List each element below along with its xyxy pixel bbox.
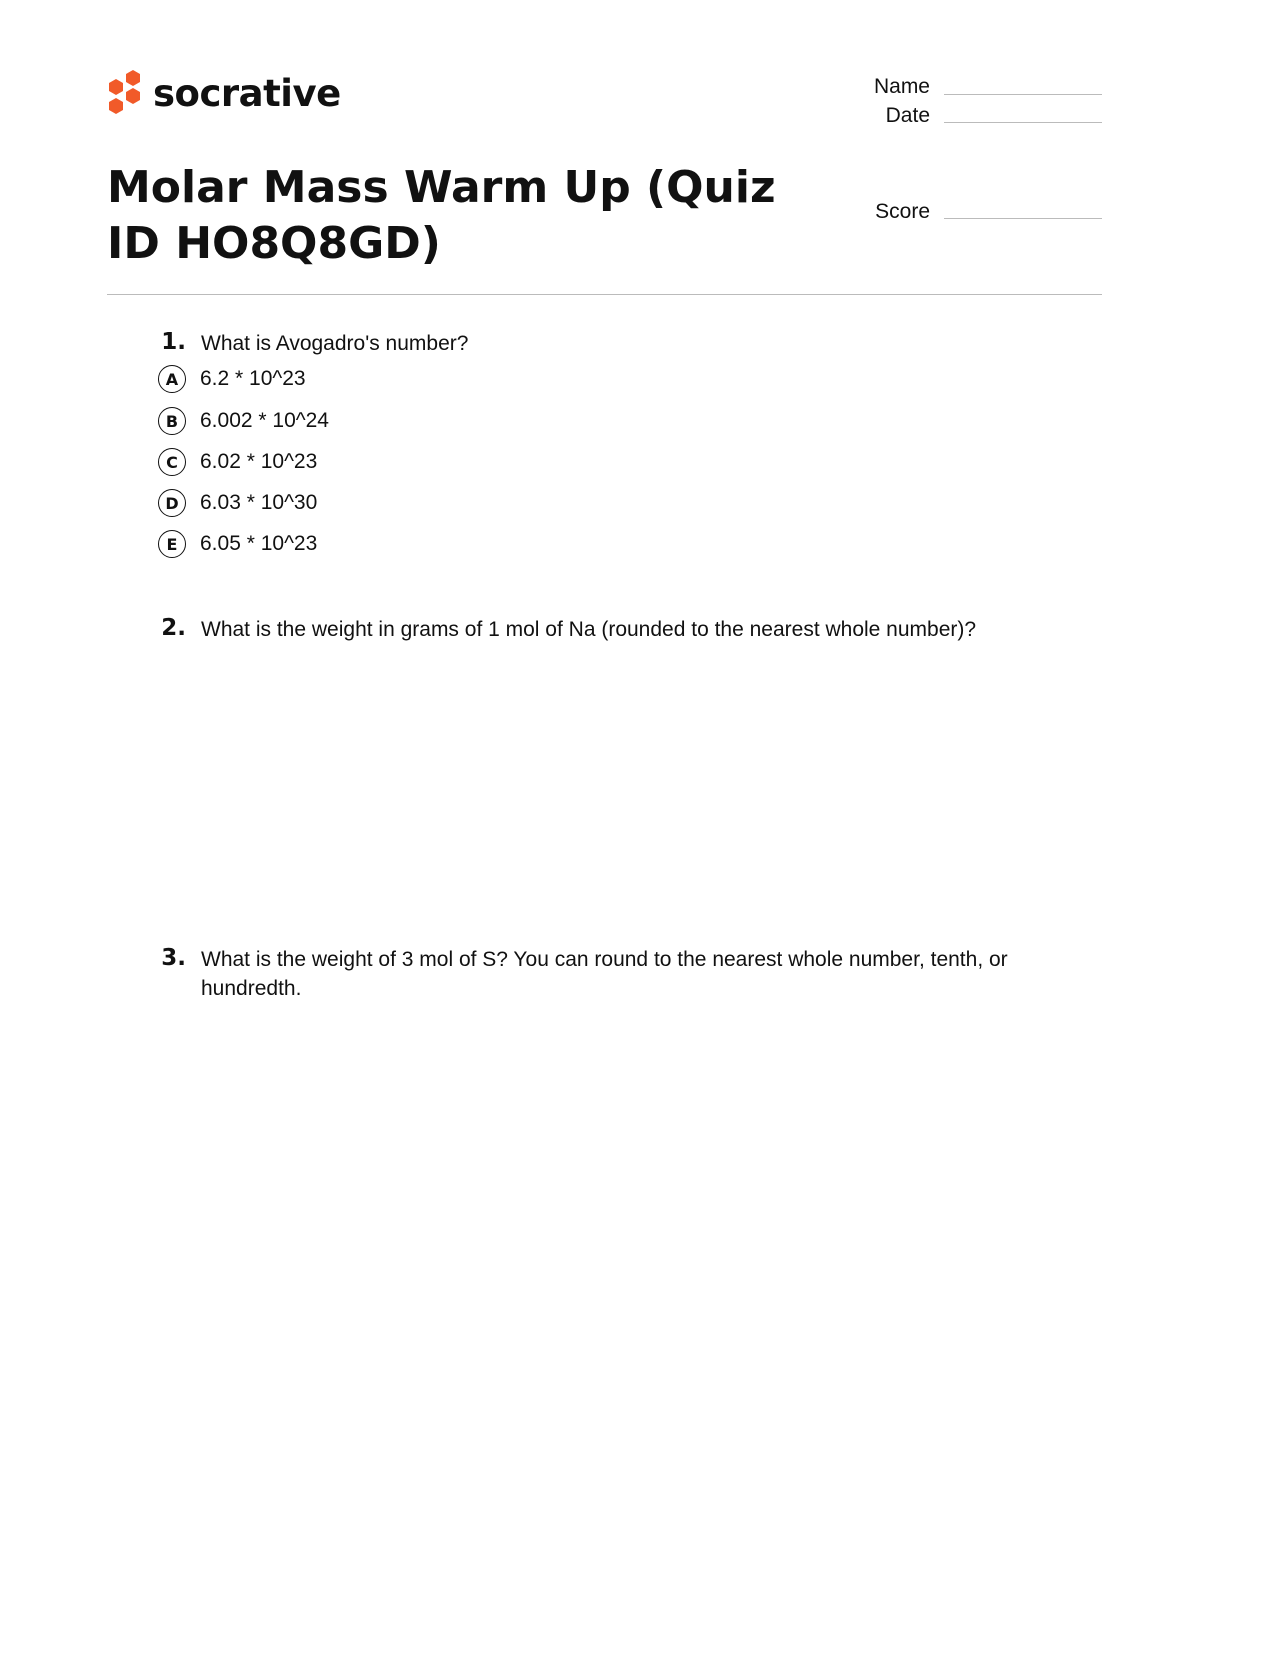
date-field[interactable]	[944, 122, 1102, 123]
question-text: What is the weight of 3 mol of S? You can round to the nearest whole number, tenth, or hundredth.	[201, 948, 1008, 1000]
option-text: 6.02 * 10^23	[200, 450, 318, 473]
date-label: Date	[885, 104, 930, 127]
option-b[interactable]	[158, 407, 329, 435]
brand-name: socrative	[153, 71, 341, 115]
score-field[interactable]	[944, 218, 1102, 219]
question-number: 3.	[161, 945, 186, 971]
question-number: 1.	[161, 329, 186, 355]
option-text: 6.2 * 10^23	[200, 367, 306, 390]
option-text: 6.002 * 10^24	[200, 409, 329, 432]
divider	[107, 294, 1102, 295]
score-label: Score	[875, 200, 930, 223]
option-e[interactable]	[158, 530, 317, 558]
question-number: 2.	[161, 615, 186, 641]
question-text: What is the weight in grams of 1 mol of Na (rounded to the nearest whole number)?	[201, 618, 977, 641]
question-text: What is Avogadro's number?	[201, 332, 469, 355]
name-label: Name	[873, 75, 930, 98]
option-letter: A	[158, 365, 186, 393]
socrative-logo	[107, 70, 341, 116]
option-a[interactable]	[158, 365, 306, 393]
option-c[interactable]	[158, 448, 317, 476]
page-title: Molar Mass Warm Up (Quiz ID HO8Q8GD)	[107, 162, 776, 269]
option-d[interactable]	[158, 489, 317, 517]
option-letter: D	[158, 489, 186, 517]
hexagon-logo-icon	[107, 70, 143, 116]
option-letter: E	[158, 530, 186, 558]
name-field[interactable]	[944, 94, 1102, 95]
option-letter: B	[158, 407, 186, 435]
option-text: 6.05 * 10^23	[200, 532, 318, 555]
option-text: 6.03 * 10^30	[200, 491, 318, 514]
option-letter: C	[158, 448, 186, 476]
